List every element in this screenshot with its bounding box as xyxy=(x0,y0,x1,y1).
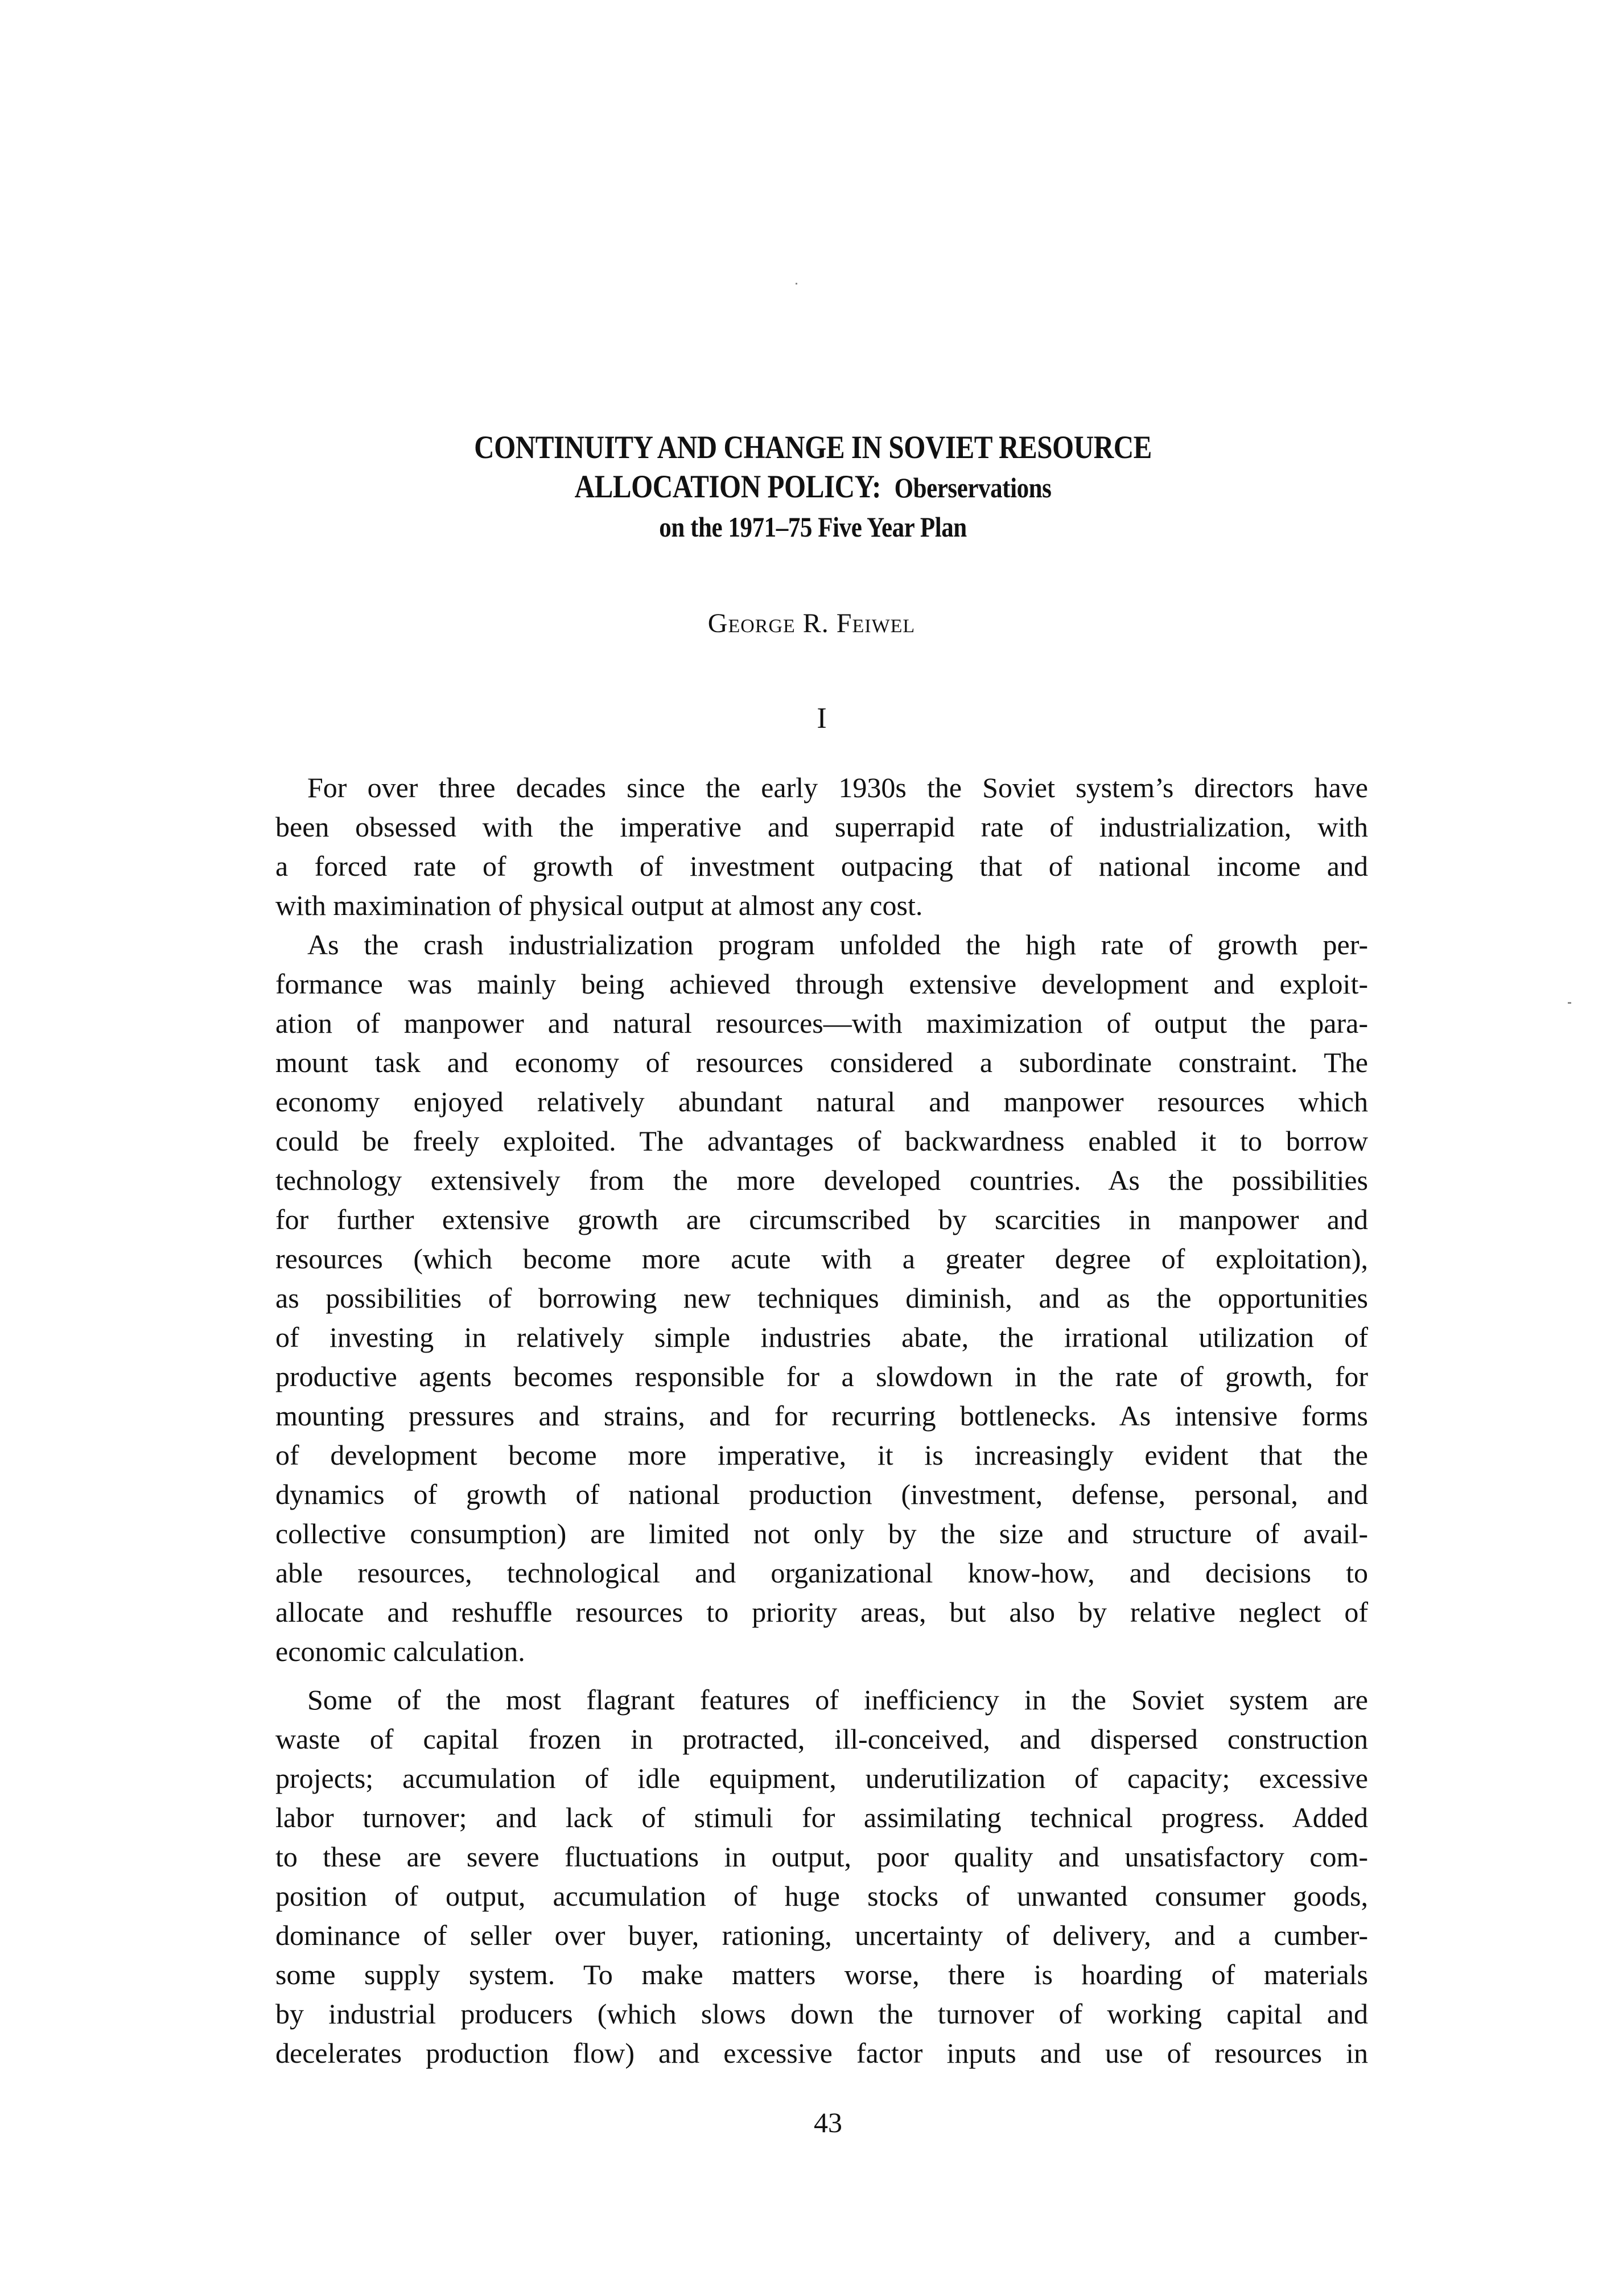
page-number: 43 xyxy=(814,2107,842,2138)
text-line: technology extensively from the more developed countries. As the possibilities xyxy=(275,1164,1368,1196)
text-line: allocate and reshuffle resources to priority areas, but also by relative neglect of xyxy=(275,1596,1368,1628)
text-line: ation of manpower and natural resources—with maximization of output the para- xyxy=(275,1007,1368,1039)
text-line: with maximination of physical output at almost any cost. xyxy=(275,889,923,921)
paragraph-3 xyxy=(275,1680,1368,2073)
title-line-2-main: ALLOCATION POLICY: xyxy=(574,469,881,505)
title-line-3: on the 1971–75 Five Year Plan xyxy=(659,511,967,543)
text-line: of development become more imperative, it is increasingly evident that the xyxy=(275,1439,1368,1471)
scan-speck xyxy=(796,283,797,285)
text-line: collective consumption) are limited not only by the size and structure of avail- xyxy=(275,1518,1368,1549)
title-line-1: CONTINUITY AND CHANGE IN SOVIET RESOURCE xyxy=(474,430,1152,465)
text-line: for further extensive growth are circumscribed by scarcities in manpower and xyxy=(275,1203,1368,1235)
text-line: mount task and economy of resources considered a subordinate constraint. The xyxy=(275,1046,1368,1078)
text-line: For over three decades since the early 1930s the Soviet system’s directors have xyxy=(307,772,1368,803)
text-line: decelerates production flow) and excessive factor inputs and use of resources in xyxy=(275,2037,1368,2069)
text-line: economic calculation. xyxy=(275,1635,525,1667)
text-line: mounting pressures and strains, and for recurring bottlenecks. As intensive forms xyxy=(275,1400,1368,1432)
text-line: could be freely exploited. The advantages of backwardness enabled it to borrow xyxy=(275,1125,1368,1157)
article-title xyxy=(115,428,1511,547)
paragraph-2 xyxy=(275,925,1368,1671)
text-line: to these are severe fluctuations in output, poor quality and unsatisfactory com- xyxy=(275,1841,1368,1873)
text-line: by industrial producers (which slows down the turnover of working capital and xyxy=(275,1998,1368,2030)
text-line: position of output, accumulation of huge stocks of unwanted consumer goods, xyxy=(275,1880,1368,1912)
text-line: dominance of seller over buyer, rationing, uncertainty of delivery, and a cumber- xyxy=(275,1919,1368,1951)
text-line: formance was mainly being achieved through extensive development and exploit- xyxy=(275,968,1368,1000)
paragraph-1 xyxy=(275,768,1368,925)
section-numeral: I xyxy=(817,702,827,735)
text-line: resources (which become more acute with a greater degree of exploitation), xyxy=(275,1243,1368,1275)
title-line-2 xyxy=(115,467,1511,508)
text-line: As the crash industrialization program unfolded the high rate of growth per- xyxy=(307,929,1368,961)
text-line: of investing in relatively simple industries abate, the irrational utilization of xyxy=(275,1321,1368,1353)
text-line: as possibilities of borrowing new techniques diminish, and as the opportunities xyxy=(275,1282,1368,1314)
text-line: waste of capital frozen in protracted, ill-conceived, and dispersed construction xyxy=(275,1723,1368,1755)
text-line: able resources, technological and organizational know-how, and decisions to xyxy=(275,1557,1368,1589)
text-line: some supply system. To make matters worse, there is hoarding of materials xyxy=(275,1959,1368,1990)
article-body xyxy=(275,768,1368,2073)
text-line: economy enjoyed relatively abundant natural and manpower resources which xyxy=(275,1086,1368,1118)
author-name: George R. Feiwel xyxy=(707,608,916,638)
text-line: Some of the most flagrant features of inefficiency in the Soviet system are xyxy=(307,1684,1368,1716)
text-line: a forced rate of growth of investment outpacing that of national income and xyxy=(275,850,1368,882)
text-line: labor turnover; and lack of stimuli for assimilating technical progress. Added xyxy=(275,1802,1368,1833)
text-line: dynamics of growth of national production (investment, defense, personal, and xyxy=(275,1478,1368,1510)
title-line-2-sub: Oberservations xyxy=(894,472,1052,504)
scan-speck xyxy=(1568,1002,1571,1004)
text-line: been obsessed with the imperative and superrapid rate of industrialization, with xyxy=(275,811,1368,843)
text-line: projects; accumulation of idle equipment, underutilization of capacity; excessive xyxy=(275,1762,1368,1794)
text-line: productive agents becomes responsible for a slowdown in the rate of growth, for xyxy=(275,1361,1368,1392)
